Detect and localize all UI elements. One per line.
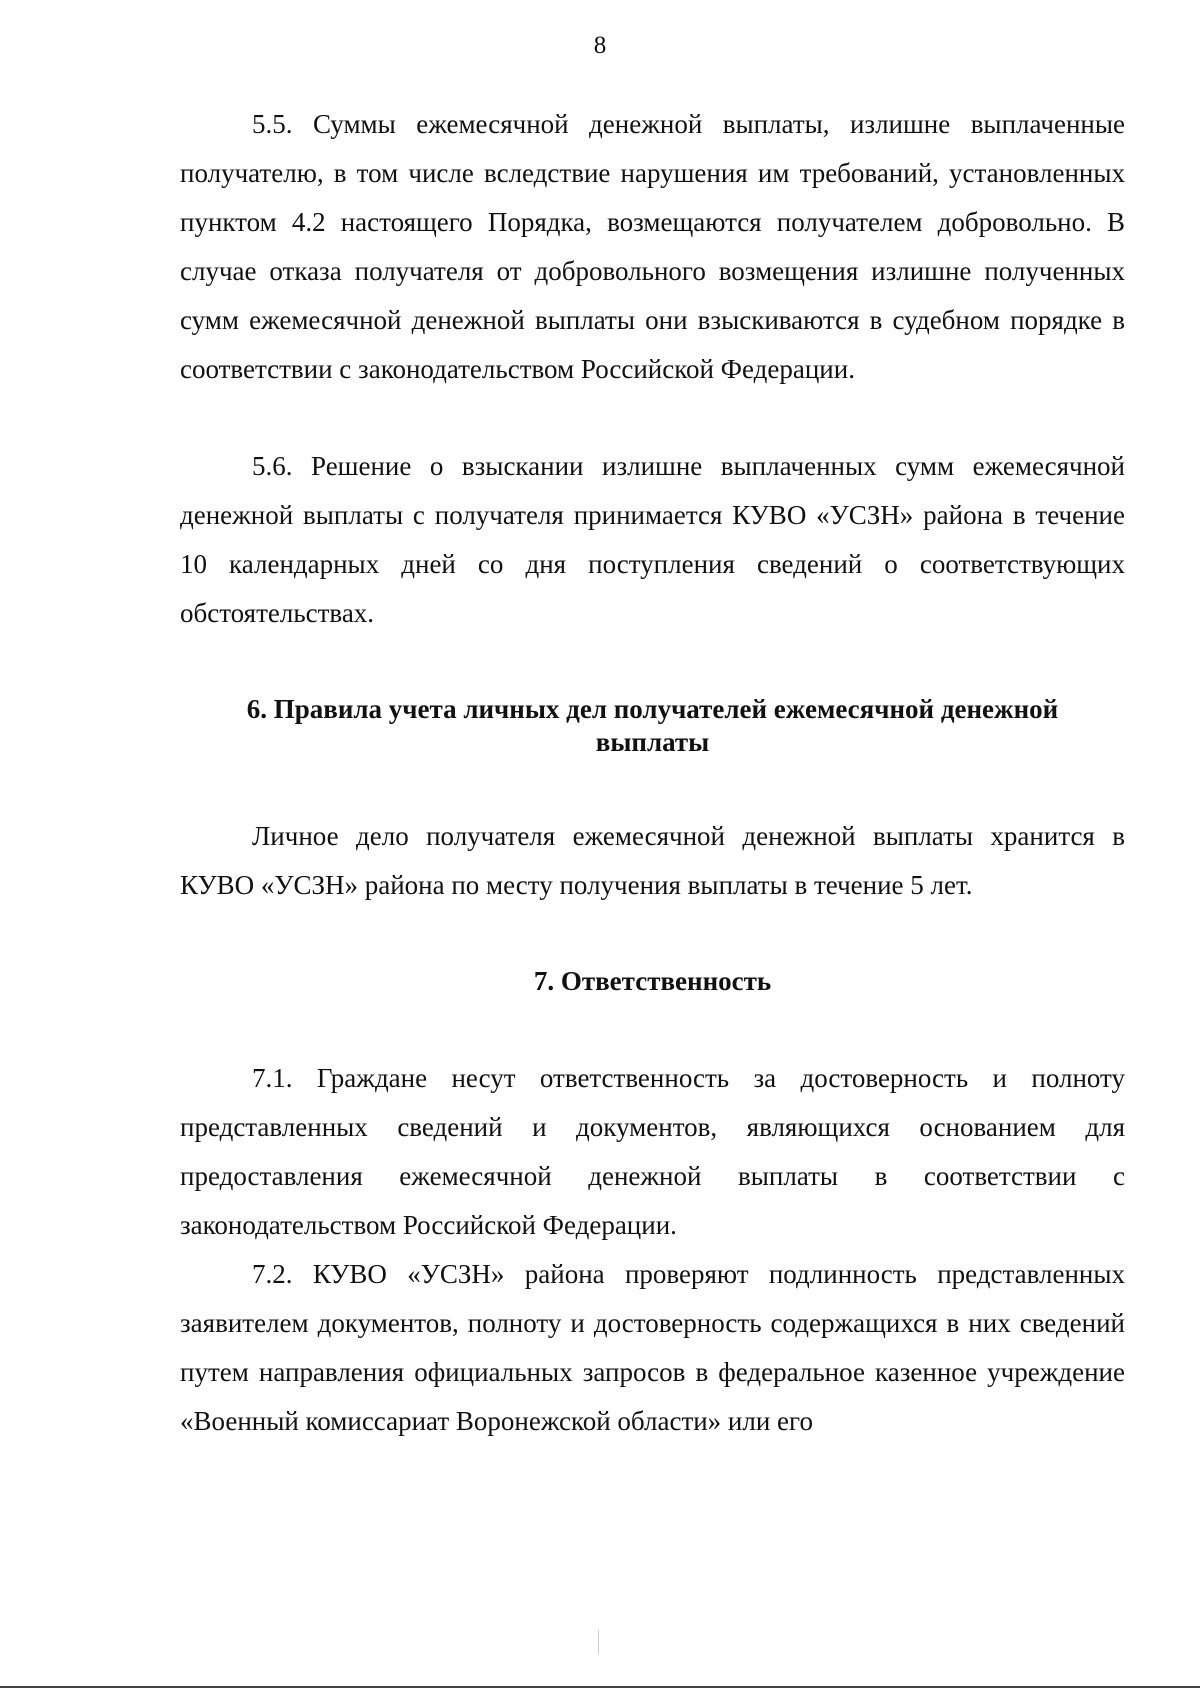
page-bottom-edge [0, 1686, 1200, 1688]
scan-artifact [598, 1630, 599, 1654]
paragraph-7-2-block [180, 1250, 1125, 1446]
paragraph-5-6-block [180, 442, 1125, 638]
paragraph-5-5-block [180, 100, 1125, 394]
paragraph-7-2: 7.2. КУВО «УСЗН» района проверяют подлинность представленных заявителем документов, полноту и достоверность содержащихся в них сведений путем направления официальных запросов в федеральное казенное учреждение «Военный комиссариат Воронежской области» или его [180, 1259, 1125, 1436]
paragraph-5-5: 5.5. Суммы ежемесячной денежной выплаты, излишне выплаченные получателю, в том числе вследствие нарушения им требований, установленных пунктом 4.2 настоящего Порядка, возмещаются получателем добровольно. В случае отказа получателя от добровольного возмещения излишне полученных сумм ежемесячной денежной выплаты они взыскиваются в судебном порядке в соответствии с законодательством Российской Федерации. [180, 109, 1125, 384]
section-6-paragraph: Личное дело получателя ежемесячной денежной выплаты хранится в КУВО «УСЗН» района по месту получения выплаты в течение 5 лет. [180, 821, 1125, 900]
paragraph-5-6: 5.6. Решение о взыскании излишне выплаченных сумм ежемесячной денежной выплаты с получателя принимается КУВО «УСЗН» района в течение 10 календарных дней со дня поступления сведений о соответствующих обстоятельствах. [180, 451, 1125, 628]
paragraph-7-1-block [180, 1054, 1125, 1250]
section-7-heading [180, 965, 1125, 998]
paragraph-7-1: 7.1. Граждане несут ответственность за достоверность и полноту представленных сведений и документов, являющихся основанием для предоставления ежемесячной денежной выплаты в соответствии с законодательством Российской Федерации. [180, 1063, 1125, 1240]
section-6-heading-line-2: выплаты [595, 727, 710, 757]
section-6-heading [180, 693, 1125, 759]
section-7-heading-text: 7. Ответственность [533, 966, 772, 996]
page-number: 8 [593, 32, 607, 59]
section-6-paragraph-block [180, 812, 1125, 910]
section-6-heading-line-1: 6. Правила учета личных дел получателей ежемесячной денежной [246, 694, 1059, 724]
